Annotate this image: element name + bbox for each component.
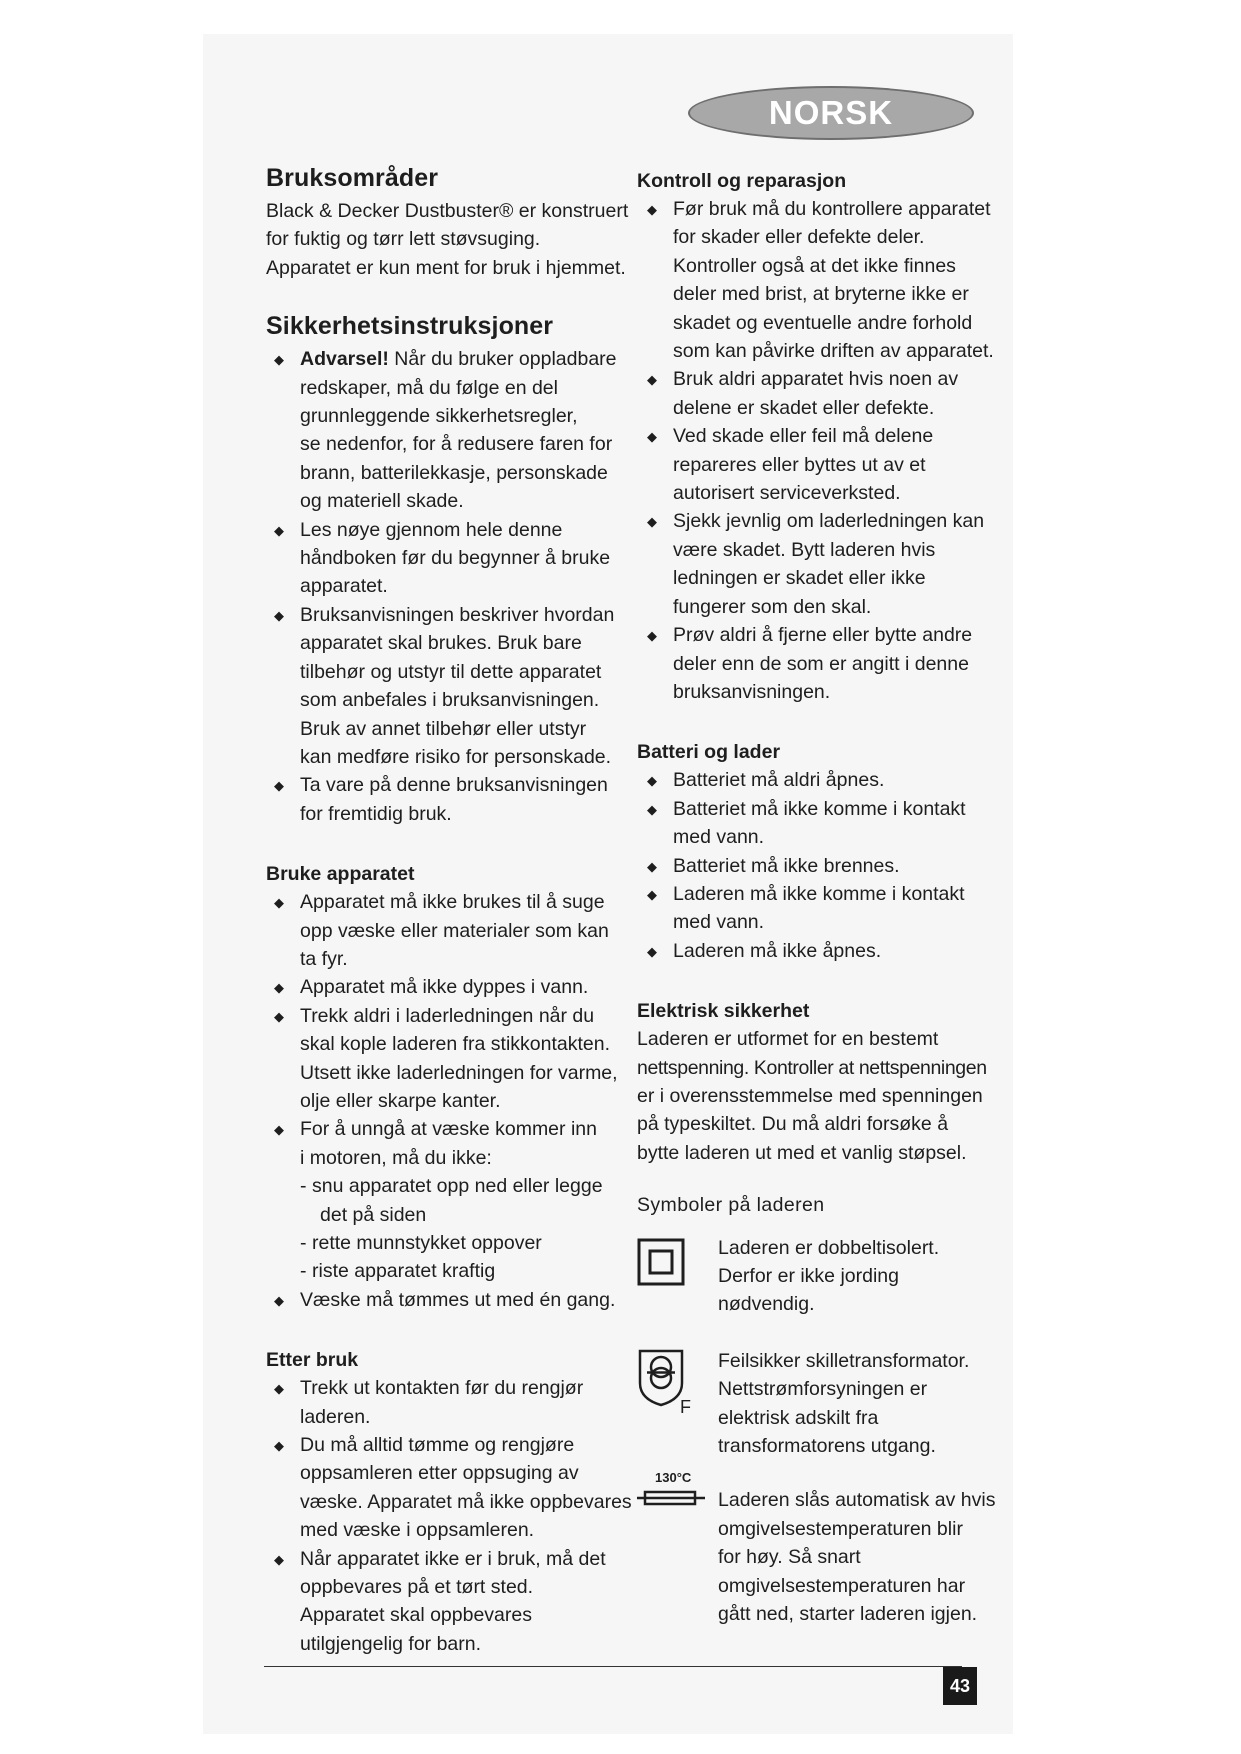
using-list	[266, 888, 636, 1314]
list-item	[637, 365, 997, 422]
list-item-text: olje eller skarpe kanter.	[300, 1089, 501, 1112]
diamond-bullet-icon: ◆	[274, 1008, 284, 1024]
symbol-description: elektrisk adskilt fra	[718, 1406, 879, 1429]
left-column	[266, 162, 636, 1658]
usage-heading: Bruksområder	[266, 164, 439, 192]
list-item	[637, 795, 997, 852]
list-item	[637, 621, 997, 706]
diamond-bullet-icon: ◆	[647, 372, 657, 388]
list-item	[266, 771, 636, 828]
diamond-bullet-icon: ◆	[647, 429, 657, 445]
list-item-text: Du må alltid tømme og rengjøre	[300, 1434, 575, 1457]
inspection-list	[637, 195, 997, 706]
list-item-text: være skadet. Bytt laderen hvis	[673, 538, 936, 561]
list-item-text: oppsamleren etter oppsuging av	[300, 1462, 579, 1485]
list-item-text: autorisert serviceverksted.	[673, 482, 901, 505]
sub-list-item-text: riste apparatet kraftig	[312, 1260, 496, 1283]
safety-list	[266, 345, 636, 828]
diamond-bullet-icon: ◆	[647, 943, 657, 959]
list-item	[266, 1374, 636, 1431]
thermal-fuse-temperature: 130°C	[655, 1470, 692, 1486]
symbols-heading: Symboler på laderen	[637, 1194, 825, 1217]
list-item	[637, 195, 997, 365]
electrical-safety-heading: Elektrisk sikkerhet	[637, 1000, 810, 1023]
list-item-text: Ved skade eller feil må delene	[673, 425, 934, 448]
list-item	[266, 973, 636, 1001]
list-item-text: Prøv aldri å fjerne eller bytte andre	[673, 624, 973, 647]
warning-text: grunnleggende sikkerhetsregler,	[300, 405, 578, 428]
list-item-text: i motoren, må du ikke:	[300, 1146, 492, 1169]
diamond-bullet-icon: ◆	[274, 895, 284, 911]
safety-heading: Sikkerhetsinstruksjoner	[266, 312, 554, 341]
list-item-text: Bruksanvisningen beskriver hvordan	[300, 603, 615, 626]
battery-heading: Batteri og lader	[637, 741, 781, 764]
list-item	[266, 1431, 636, 1545]
list-item-text: Trekk ut kontakten før du rengjør	[300, 1377, 584, 1400]
list-item-text: opp væske eller materialer som kan	[300, 919, 609, 942]
list-item-text: som kan påvirke driften av apparatet.	[673, 340, 994, 363]
symbol-description: omgivelsestemperaturen har	[718, 1574, 966, 1597]
list-item	[266, 1115, 636, 1172]
right-column	[637, 167, 997, 1628]
diamond-bullet-icon: ◆	[274, 1551, 284, 1567]
symbol-row	[637, 1347, 997, 1461]
list-item-text: deler enn de som er angitt i denne	[673, 652, 969, 675]
symbol-row	[637, 1470, 997, 1628]
warning-text: og materiell skade.	[300, 490, 464, 513]
usage-line: Black & Decker Dustbuster® er konstruert	[266, 200, 629, 222]
list-item-text: for fremtidig bruk.	[300, 802, 452, 825]
diamond-bullet-icon: ◆	[647, 202, 657, 217]
symbol-description: Derfor er ikke jording nødvendig.	[718, 1265, 899, 1316]
list-item	[266, 601, 636, 771]
symbol-description: Feilsikker skilletransformator.	[718, 1349, 970, 1372]
symbol-description: Laderen slås automatisk av hvis	[718, 1489, 996, 1512]
list-item-text: Apparatet må ikke dyppes i vann.	[300, 976, 589, 999]
list-item-text: delene er skadet eller defekte.	[673, 396, 935, 419]
list-item	[266, 1545, 636, 1659]
diamond-bullet-icon: ◆	[647, 886, 657, 902]
sub-list-item-text: det på siden	[320, 1203, 427, 1226]
list-item-text: Før bruk må du kontrollere apparatet	[673, 198, 991, 220]
list-item	[637, 880, 997, 937]
list-item-text: utilgjengelig for barn.	[300, 1632, 482, 1655]
warning-text: Når du bruker oppladbare	[388, 348, 617, 371]
footer-rule	[264, 1666, 962, 1667]
warning-text: redskaper, må du følge en del	[300, 376, 558, 399]
list-item-text: væske. Apparatet må ikke oppbevares	[300, 1490, 632, 1513]
inspection-heading: Kontroll og reparasjon	[637, 170, 847, 192]
list-item	[637, 422, 997, 507]
page-number: 43	[943, 1667, 977, 1705]
diamond-bullet-icon: ◆	[647, 773, 657, 789]
list-item-text: deler med brist, at bryterne ikke er	[673, 283, 969, 306]
list-item-text: for skader eller defekte deler.	[673, 226, 925, 249]
list-item-text: Trekk aldri i laderledningen når du	[300, 1004, 595, 1027]
diamond-bullet-icon: ◆	[274, 607, 284, 623]
usage-line: for fuktig og tørr lett støvsuging.	[266, 228, 541, 251]
diamond-bullet-icon: ◆	[274, 522, 284, 538]
list-item-text: håndboken før du begynner å bruke	[300, 547, 611, 570]
symbol-description: for høy. Så snart	[718, 1546, 861, 1569]
battery-list	[637, 766, 997, 965]
after-use-list	[266, 1374, 636, 1658]
list-item-text: Batteriet må ikke komme i kontakt	[673, 797, 966, 820]
list-item-text: skadet og eventuelle andre forhold	[673, 311, 973, 334]
diamond-bullet-icon: ◆	[274, 1381, 284, 1397]
list-item-text: tilbehør og utstyr til dette apparatet	[300, 660, 602, 683]
list-item-text: Batteriet må aldri åpnes.	[673, 769, 885, 792]
list-item-text: Batteriet må ikke brennes.	[673, 854, 900, 877]
list-item	[266, 516, 636, 601]
list-item-text: Sjekk jevnlig om laderledningen kan	[673, 510, 985, 533]
language-badge-label: NORSK	[768, 94, 894, 131]
list-item-text: med væske i oppsamleren.	[300, 1519, 535, 1542]
diamond-bullet-icon: ◆	[274, 778, 284, 794]
diamond-bullet-icon: ◆	[647, 801, 657, 817]
symbol-description: gått ned, starter laderen igjen.	[718, 1603, 978, 1626]
list-item	[637, 937, 997, 965]
list-item-text: laderen.	[300, 1405, 371, 1428]
list-item-text: Les nøye gjennom hele denne	[300, 518, 563, 541]
sub-list-item: - snu apparatet opp ned eller legge det på siden	[266, 1172, 636, 1229]
list-item	[637, 766, 997, 794]
using-heading: Bruke apparatet	[266, 863, 415, 886]
symbol-row	[637, 1234, 997, 1319]
list-item-text: Apparatet skal oppbevares	[300, 1604, 532, 1627]
list-item-text: skal kople laderen fra stikkontakten.	[300, 1033, 611, 1056]
diamond-bullet-icon: ◆	[274, 980, 284, 996]
list-item-text: som anbefales i bruksanvisningen.	[300, 689, 600, 712]
symbol-description: Nettstrømforsyningen er	[718, 1378, 928, 1401]
list-item-text: fungerer som den skal.	[673, 595, 872, 618]
diamond-bullet-icon: ◆	[274, 1292, 284, 1308]
symbol-description: omgivelsestemperaturen blir	[718, 1517, 963, 1540]
double-insulation-icon	[637, 1236, 709, 1306]
list-item-text: ledningen er skadet eller ikke	[673, 567, 926, 590]
list-item	[266, 1002, 636, 1116]
electrical-line: er i overensstemmelse med spenningen	[637, 1084, 983, 1107]
after-use-heading: Etter bruk	[266, 1349, 359, 1372]
diamond-bullet-icon: ◆	[274, 1438, 284, 1454]
language-badge	[688, 86, 974, 140]
warning-text: brann, batterilekkasje, personskade	[300, 461, 608, 484]
list-item-text: Kontroller også at det ikke finnes	[673, 254, 956, 277]
sub-list-item: - riste apparatet kraftig	[266, 1257, 636, 1285]
list-item	[266, 1286, 636, 1314]
sub-list-item: - rette munnstykket oppover	[266, 1229, 636, 1257]
diamond-bullet-icon: ◆	[274, 352, 284, 368]
diamond-bullet-icon: ◆	[647, 858, 657, 874]
list-item-text: kan medføre risiko for personskade.	[300, 745, 612, 768]
symbol-description: Laderen er dobbeltisolert.	[718, 1236, 940, 1259]
list-item	[637, 507, 997, 621]
list-item-text: Når apparatet ikke er i bruk, må det	[300, 1547, 606, 1570]
list-item-text: Ta vare på denne bruksanvisningen	[300, 774, 608, 797]
list-item-text: Bruk av annet tilbehør eller utstyr	[300, 717, 587, 740]
electrical-line: bytte laderen ut med et vanlig støpsel.	[637, 1141, 967, 1164]
list-item-text: med vann.	[673, 911, 765, 934]
list-item-text: apparatet skal brukes. Bruk bare	[300, 632, 582, 655]
transformer-icon-letter: F	[680, 1396, 691, 1417]
list-item-text: Væske må tømmes ut med én gang.	[300, 1288, 616, 1311]
list-item	[637, 852, 997, 880]
usage-line: Apparatet er kun ment for bruk i hjemmet.	[266, 256, 626, 279]
diamond-bullet-icon: ◆	[647, 628, 657, 644]
list-item-text: Apparatet må ikke brukes til å suge	[300, 891, 605, 914]
electrical-line: nettspenning. Kontroller at nettspenningen	[637, 1056, 987, 1079]
list-item-text: Bruk aldri apparatet hvis noen av	[673, 368, 959, 391]
list-item-text: oppbevares på et tørt sted.	[300, 1576, 534, 1599]
thermal-fuse-icon	[637, 1468, 709, 1538]
warning-text: se nedenfor, for å redusere faren for	[300, 433, 613, 456]
list-item-text: Laderen må ikke komme i kontakt	[673, 882, 965, 905]
list-item-text: ta fyr.	[300, 947, 348, 970]
safety-isolating-transformer-icon	[637, 1349, 709, 1419]
diamond-bullet-icon: ◆	[647, 514, 657, 530]
list-item-text: repareres eller byttes ut av et	[673, 453, 926, 476]
list-item	[266, 345, 636, 515]
electrical-line: Laderen er utformet for en bestemt	[637, 1028, 939, 1051]
warning-label: Advarsel!	[300, 348, 389, 371]
list-item-text: Utsett ikke laderledningen for varme,	[300, 1061, 618, 1084]
list-item	[266, 888, 636, 973]
sub-list-item-text: rette munnstykket oppover	[312, 1232, 542, 1254]
list-item-text: bruksanvisningen.	[673, 680, 831, 703]
diamond-bullet-icon: ◆	[274, 1122, 284, 1138]
list-item-text: med vann.	[673, 826, 765, 849]
list-item-text: Laderen må ikke åpnes.	[673, 939, 882, 962]
sub-list-item-text: snu apparatet opp ned eller legge	[312, 1175, 603, 1198]
electrical-line: på typeskiltet. Du må aldri forsøke å	[637, 1113, 949, 1136]
symbol-description: transformatorens utgang.	[718, 1435, 936, 1458]
list-item-text: For å unngå at væske kommer inn	[300, 1118, 597, 1141]
list-item-text: apparatet.	[300, 575, 388, 598]
